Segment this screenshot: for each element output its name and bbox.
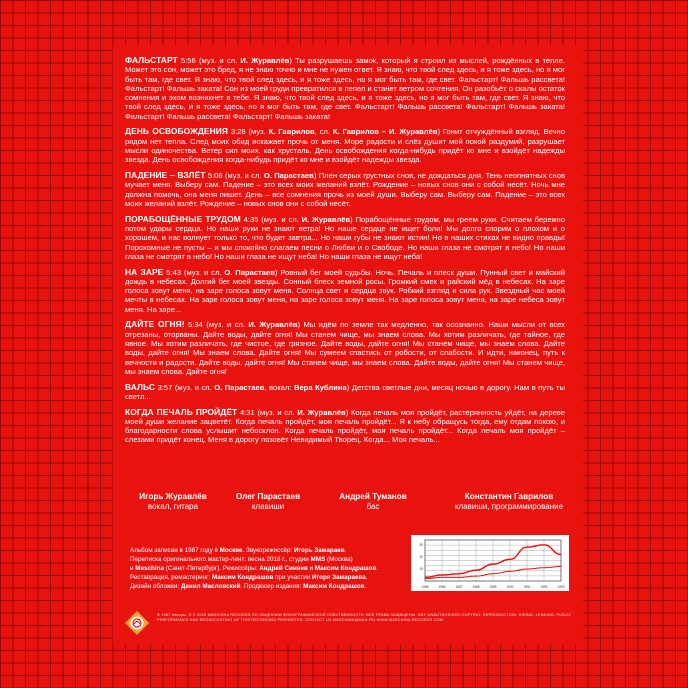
x-tick-label: 1985 <box>421 585 429 589</box>
credits-line: Дизайн обложки: Данил Масловский. Продюсер издания: Максим Кондрашов. <box>130 583 367 591</box>
tracklist <box>125 56 565 451</box>
x-tick-label: 1987 <box>455 585 463 589</box>
song-8: КОГДА ПЕЧАЛЬ ПРОЙДЁТ 4:31 (муз. и сл. И. Журавлёв) Когда печаль моя пройдёт, растерянность уйдёт, на дереве моей души желание зацветёт. Когда печаль пройдёт, моя печаль пройдёт... Я к небу обращусь тогда, ему отдам покою, и благодарности слова услышит небосклон. Когда печаль пройдёт, моя печаль пройдёт... Когда печаль моя пройдёт – слезами придёт конец. Меня в дорогу позовёт Невидимый Творец. Когда... Моя печаль... <box>125 406 565 445</box>
x-tick-label: 1991 <box>523 585 531 589</box>
credits-line: Реставрация, ремастеринг: Максим Кондрашов при участии Игоря Замараева. <box>130 574 368 582</box>
credits-line: Альбом записан в 1987 году в Москве. Звукорежиссёр: Игорь Замараев. <box>130 547 347 554</box>
song-lyrics: Гонит отчуждённый взгляд. Вечно рядом нет тепла. След моих обид искажает прочь от меня. Море радости и слёз душит мой покой раздумий, разрушает мысли одиночества. Ветер сил моих, как хрусталь. День освобождения когда-нибудь придёт ко мне и взойдёт надежды звезда. День освобождения когда-нибудь придёт ко мне и взойдёт надежды звезда. <box>125 127 565 165</box>
song-lyrics: Мы идём по земле так медленно, так осознанно. Наши мысли от всех отрезаны, оторваны. Дайте воды, дайте огня! Мы станем чище, мы знаем слова. Мы хотим различать, где тайное, где явное. Мы хотим различать, где чистое, где грязное. Дайте воды, дайте огня! Мы станем чище, мы знаем слова. Дайте воды, дайте огня! Мы знаем слова. Дайте огня! Мы сумеем спастись от робости, от слабости. И идти, наконец, путь к вечности и радости. Дайте воды, дайте огня! Мы станем чище, мы знаем слова. Дайте воды, дайте огня! Мы станем чище, мы знаем слова. Дайте огня! <box>125 320 565 376</box>
y-tick-label: 30 <box>419 542 423 547</box>
song-4: ПОРАБОЩЁННЫЕ ТРУДОМ 4:35 (муз. и сл. И. Журавлёв) Порабощённые трудом, мы греем руки. Считаем бережно потом удары сердца. Но наши руки не знают ветра! Но наше сердце не ищет боли! Мы долго спорим о плохом и о хорошем, и нас волнует только то, что будет завтра... Но наши губы не знают истин! Но в наших стихах не видно правды! Порохомные не пусты – и мы спокойно слагаем песни о Любви и о Свободе. Но наши глаза не смотрят в небо! Но наши глаза не смотрят в небо! Но наши глаза не ищут неба! Но наши глаза не ищут неба! <box>125 213 565 261</box>
x-tick-label: 1989 <box>489 585 497 589</box>
song-lyrics: Когда печаль моя пройдёт, растерянность уйдёт, на дереве моей души желание зацветёт. Когда печаль пройдёт, моя печаль пройдёт... Я к небу обращусь тогда, ему отдам покою, и благодарности слова услышит небосклон. Когда печаль пройдёт, моя печаль пройдёт... Когда печаль моя пройдёт – слезами придёт конец. Меня в дорогу позовёт Невидимый Творец. Когда... Моя печаль... <box>125 407 565 445</box>
chart-svg <box>411 535 569 591</box>
song-lyrics: Ты разрушаешь замок, который я строил из мыслей, рождённых в тепле. Может это сон, может это бред, я не знаю точно и мне не нужен ответ. Я знаю, что твой след здесь, и я тоже здесь, но я мог быть там, где свет. Я знаю, что твой след здесь, и я тоже здесь, но я мог быть там, где свет. Фальстарт! Фальшь рассвета! Фальстарт! Фальшь заката! Сон из моей груди превратился в пепел и станет ветром сочтения. Он разобьёт о скалы остаток сомнения и эхом возникнет в тебе. Я знаю, что твой след здесь, и я тоже здесь, но я мог быть там, где свет. Я знаю, что твой след здесь, и я тоже здесь, но я мог быть там, где свет. Фальстарт! Фальшь рассвета! Фальстарт! Фальшь заката! Фальстарт! Фальшь рассвета! Фальстарт! Фальшь заката! <box>125 56 565 121</box>
credits-line: и Meschina (Санкт-Петербург). Режиссёры: Андрей Синяев и Максим Кондрашов. <box>130 565 379 573</box>
musicians-row <box>113 492 583 522</box>
song-6: ДАЙТЕ ОГНЯ! 5:34 (муз. и сл. И. Журавлёв) Мы идём по земле так медленно, так осознанно. Наши мысли от всех отрезаны, оторваны. Дайте воды, дайте огня! Мы станем чище, мы знаем слова. Мы хотим различать, где тайное, где явное. Мы хотим различать, где чистое, где грязное. Дайте воды, дайте огня! Мы станем чище, мы знаем слова. Дайте воды, дайте огня! Мы знаем слова. Дайте огня! Мы сумеем спастись от робости, от слабости. И идти, наконец, путь к вечности и радости. Дайте воды, дайте огня! Мы станем чище, мы знаем слова. Дайте воды, дайте огня! Мы станем чище, мы знаем слова. Дайте огня! <box>125 319 565 376</box>
y-tick-label: 20 <box>419 554 423 559</box>
song-lyrics: Ровный бег моей судьбы. Ночь. Печаль и плеск души. Пунный свет и майский дождь в небесах. Долгий бег моей звезды. Сонный блеск земной росы. Громкий смех и райский мёд в небесах. На заре голоса зовут меня, на заре голоса зовут меня. Солнца свет и сердца звук. Робкий взгляд и сила рук. Звездный час моей мечты в небесах. На заре голоса зовут меня, на заре голоса зовут меня. На заре голоса зовут меня, на заре небеса зовут меня. На заре... <box>125 267 565 314</box>
production-credits <box>130 546 420 591</box>
label-logo-icon <box>125 611 149 635</box>
x-tick-label: 1988 <box>472 585 480 589</box>
song-7: ВАЛЬС 3:57 (муз. и сл. О. Парастаев, вокал: Вера Кублина) Детства светлые дни, месяц ночью в дорогу. Нам в путь ты светл... <box>125 381 565 401</box>
song-2: ДЕНЬ ОСВОБОЖДЕНИЯ 3:28 (муз. К. Гаврилов, сл. К. Гаврилов – И. Журавлёв) Гонит отчуждённый взгляд. Вечно рядом нет тепла. След моих обид искажает прочь от меня. Море радости и слёз душит мой покой раздумий, разрушает мысли одиночества. Ветер сил моих, как хрусталь. День освобождения когда-нибудь придёт ко мне и взойдёт надежды звезда. День освобождения когда-нибудь придёт ко мне и взойдёт надежды звезда. <box>125 126 565 165</box>
x-tick-label: 1986 <box>438 585 446 589</box>
song-3: ПАДЕНИЕ – ВЗЛЁТ 5:06 (муз. и сл. О. Парастаев) Плен серых грустных снов, не дождаться дня. Тень неопнятных снов мучает меня. Выберу сам. Падение – это всех моих желаний взлёт. Рождение – новых снов они с собой несёт. Ночь мне должна помочь, она меня пишет. День – все сомнения прочь из моей души. Выберу сам. Выберу сам. Падение – это всех моих желаний взлёт. Рождение – новых снов они с собой несёт. <box>125 170 565 208</box>
musician-1: Игорь Журавлёв вокал, гитара <box>139 492 207 511</box>
song-lyrics: Детства светлые дни, месяц ночью в дорогу. Нам в путь ты светл... <box>125 382 565 401</box>
song-lyrics: Плен серых грустных снов, не дождаться дня. Тень неопнятных снов мучает меня. Выберу сам. Падение – это всех моих желаний взлёт. Рождение – новых снов они с собой несёт. Ночь мне должна помочь, она меня пишет. День – все сомнения прочь из моей души. Выберу сам. Выберу сам. Падение – это всех моих желаний взлёт. Рождение – новых снов они с собой несёт. <box>125 171 565 208</box>
credits-line: Переписка оригинального мастер-лент: весна 2018 г., студии MMS (Москва) <box>130 556 353 564</box>
musician-4: Константин Гаврилов клавиши, программирование <box>454 492 564 511</box>
x-tick-label: 1990 <box>506 585 514 589</box>
musician-2: Олег Парастаев клавиши <box>235 492 301 511</box>
label-logo <box>125 611 149 635</box>
content-panel <box>113 45 583 645</box>
song-1: ФАЛЬСТАРТ 5:56 (муз. и сл. И. Журавлёв) Ты разрушаешь замок, который я строил из мыслей, рождённых в тепле. Может это сон, может это бред, я не знаю точно и мне не нужен ответ. Я знаю, что твой след здесь, и я тоже здесь, но я мог быть там, где свет. Я знаю, что твой след здесь, и я тоже здесь, но я мог быть там, где свет. Фальстарт! Фальшь рассвета! Фальстарт! Фальшь заката! Сон из моей груди превратился в пепел и станет ветром сочтения. Он разобьёт о скалы остаток сомнения и эхом возникнет в тебе. Я знаю, что твой след здесь, и я тоже здесь, но я мог быть там, где свет. Я знаю, что твой след здесь, и я тоже здесь, но я мог быть там, где свет. Фальстарт! Фальшь рассвета! Фальстарт! Фальшь заката! Фальстарт! Фальшь рассвета! Фальстарт! Фальшь заката! <box>125 55 565 121</box>
y-tick-label: 10 <box>419 566 423 571</box>
line-chart <box>411 535 569 591</box>
copyright-fine-print: ℗ 1987 Авторы. © © 2018 MASCHINA RECORDS ПО ЛИЦЕНЗИИ ФОНОГРАФИЧЕСКОЙ СОБСТВЕННОСТИ. ВСЕ ПРАВА ЗАЩИЩЕНЫ. ANY UNAUTHORISED COPYING, REPRODUCTION, HIRING, LENDING, PUBLIC PERFORMANCE AND BROADCASTING OF THIS RECORDING PROHIBITED. CONTACT US MASCHINA@MAIL.RU WWW.MASCHINA-RECORDS.COM <box>157 613 572 623</box>
song-lyrics: Порабощённые трудом, мы греем руки. Считаем бережно потом удары сердца. Но наши руки не знают ветра! Но наше сердце не ищет боли! Мы долго спорим о плохом и о хорошем, и нас волнует только то, что будет завтра... Но наши губы не знают истин! Но в наших стихах не видно правды! Порохомные не пусты – и мы спокойно слагаем песни о Любви и о Свободе. Но наши глаза не смотрят в небо! Но наши глаза не смотрят в небо! Но наши глаза не ищут неба! Но наши глаза не ищут неба! <box>125 214 565 261</box>
x-tick-label: 1992 <box>540 585 548 589</box>
x-tick-label: 1993 <box>557 585 565 589</box>
song-5: НА ЗАРЕ 5:43 (муз. и сл. О. Парастаев) Ровный бег моей судьбы. Ночь. Печаль и плеск души. Пунный свет и майский дождь в небесах. Долгий бег моей звезды. Сонный блеск земной росы. Громкий смех и райский мёд в небесах. На заре голоса зовут меня, на заре голоса зовут меня. Солнца свет и сердца звук. Робкий взгляд и сила рук. Звездный час моей мечты в небесах. На заре голоса зовут меня, на заре голоса зовут меня. На заре голоса зовут меня, на заре небеса зовут меня. На заре... <box>125 266 565 314</box>
musician-3: Андрей Туманов бас <box>339 492 407 511</box>
